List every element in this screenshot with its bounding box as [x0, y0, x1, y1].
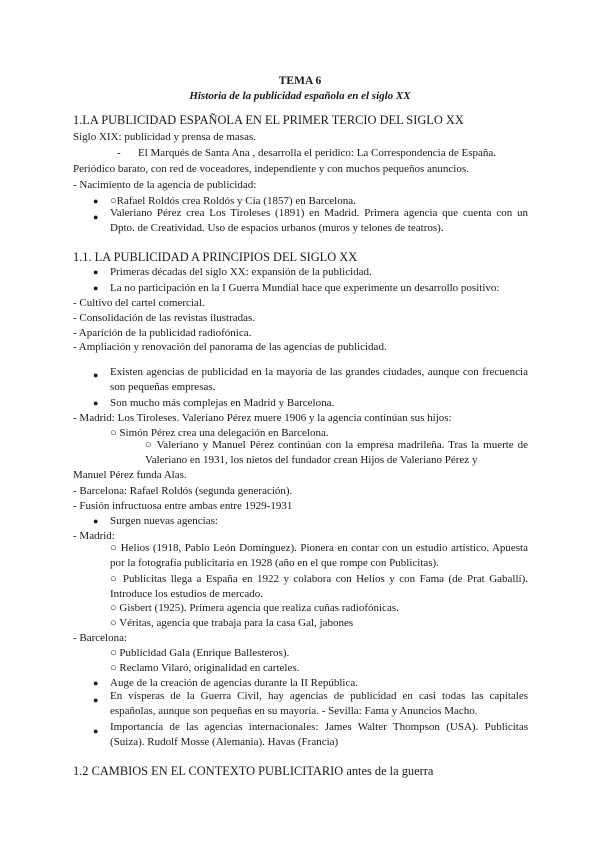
list-item: Valeriano Pérez crea Los Tiroleses (1891) en Madrid. Primera agencia que cuenta con un Dpto. de Creatividad. Uso de espacios urbanos (muros y telones de teatros).: [110, 207, 528, 234]
sub-item: ○ Publicitas llega a España en 1922 y colabora con Helios y con Fama (de Prat Gaballí). Introduce los estudios de mercado.: [110, 573, 528, 600]
sub-item: ○ Gisbert (1925). Primera agencia que realiza cuñas radiofónicas.: [110, 602, 399, 614]
text-line: - Fusión infructuosa entre ambas entre 1929-1931: [73, 500, 293, 512]
sub-item: ○ Publicidad Gala (Enrique Ballesteros).: [110, 647, 290, 659]
bullet-icon: ●: [93, 726, 99, 736]
text-line: - Aparición de la publicidad radiofónica.: [73, 327, 252, 339]
bullet-icon: ●: [93, 196, 99, 206]
document-title: TEMA 6: [278, 75, 322, 87]
sub-item: ○ Véritas, agencia que trabaja para la casa Gal, jabones: [110, 617, 354, 629]
text-line: - Barcelona:: [73, 632, 128, 644]
list-item: Primeras décadas del siglo XX: expansión de la publicidad.: [110, 266, 372, 278]
text-line: - Consolidación de las revistas ilustradas.: [73, 312, 256, 324]
list-item: Auge de la creación de agencias durante la II República.: [110, 677, 358, 689]
bullet-icon: ●: [93, 695, 99, 705]
bullet-icon: ●: [93, 516, 99, 526]
text-line: - Barcelona: Rafael Roldós (segunda generación).: [73, 485, 293, 497]
document-subtitle: Historia de la publicidad española en el siglo XX: [189, 90, 411, 102]
sub-item: ○ Valeriano y Manuel Pérez continúan con la empresa madrileña. Tras la muerte de Valeriano en 1931, los nietos del fundador crean Hijos de Valeriano Pérez y: [145, 439, 528, 466]
list-item: Importancia de las agencias internacionales: James Walter Thompson (USA). Publicitas (Suiza). Rudolf Mosse (Alemania). Havas (Francia): [110, 721, 528, 748]
list-item: En vísperas de la Guerra Civil, hay agencias de publicidad en casi todas las capitales españolas, aunque son pequeñas en su mayoría. - Sevilla: Fama y Anuncios Macho.: [110, 690, 528, 717]
list-item: La no participación en la I Guerra Mundial hace que experimente un desarrollo positivo:: [110, 282, 500, 294]
bullet-icon: ●: [93, 212, 99, 222]
sub-item: ○ Simón Pérez crea una delegación en Barcelona.: [110, 427, 329, 439]
bullet-icon: ●: [93, 283, 99, 293]
list-item: Existen agencias de publicidad en la mayoría de las grandes ciudades, aunque con frecuencia son pequeñas empresas.: [110, 366, 528, 393]
text-line: - Cultivo del cartel comercial.: [73, 297, 205, 309]
text-line: Siglo XIX: publicidad y prensa de masas.: [73, 131, 256, 143]
text-line: - Nacimiento de la agencia de publicidad:: [73, 179, 257, 191]
list-item: Surgen nuevas agencias:: [110, 515, 218, 527]
bullet-icon: ●: [93, 678, 99, 688]
section-1-2-heading: 1.2 CAMBIOS EN EL CONTEXTO PUBLICITARIO antes de la guerra: [73, 764, 434, 778]
section-1-1-heading: 1.1. LA PUBLICIDAD A PRINCIPIOS DEL SIGLO XX: [73, 250, 358, 264]
text-line: Manuel Pérez funda Alas.: [73, 469, 187, 481]
list-item: ○Rafael Roldós crea Roldós y Cía (1857) en Barcelona.: [110, 195, 356, 207]
bullet-icon: ●: [93, 398, 99, 408]
text-line: El Marqués de Santa Ana , desarrolla el peridico: La Correspondencia de España.: [138, 147, 496, 159]
text-line: - Ampliación y renovación del panorama de las agencias de publicidad.: [73, 341, 387, 353]
text-line: - Madrid: Los Tiroleses. Valeriano Pérez muere 1906 y la agencia continúan sus hijos:: [73, 412, 452, 424]
list-item: Son mucho más complejas en Madrid y Barcelona.: [110, 397, 335, 409]
bullet-icon: ●: [93, 267, 99, 277]
bullet-icon: ●: [93, 370, 99, 380]
sub-item: ○ Reclamo Vilaró, originalidad en carteles.: [110, 662, 300, 674]
sub-item: ○ Helios (1918, Pablo León Domínguez). Pionera en contar con un estudio artístico. Apuesta por la fotografía publicitaria en 1928 (año en el que rompe con Publicitas).: [110, 542, 528, 569]
text-line: - Madrid:: [73, 530, 115, 542]
text-line: Periódico barato, con red de voceadores, independiente y con muchos pequeños anuncios.: [73, 163, 469, 175]
dash-marker: -: [117, 147, 121, 159]
section-1-heading: 1.LA PUBLICIDAD ESPAÑOLA EN EL PRIMER TERCIO DEL SIGLO XX: [73, 113, 464, 127]
